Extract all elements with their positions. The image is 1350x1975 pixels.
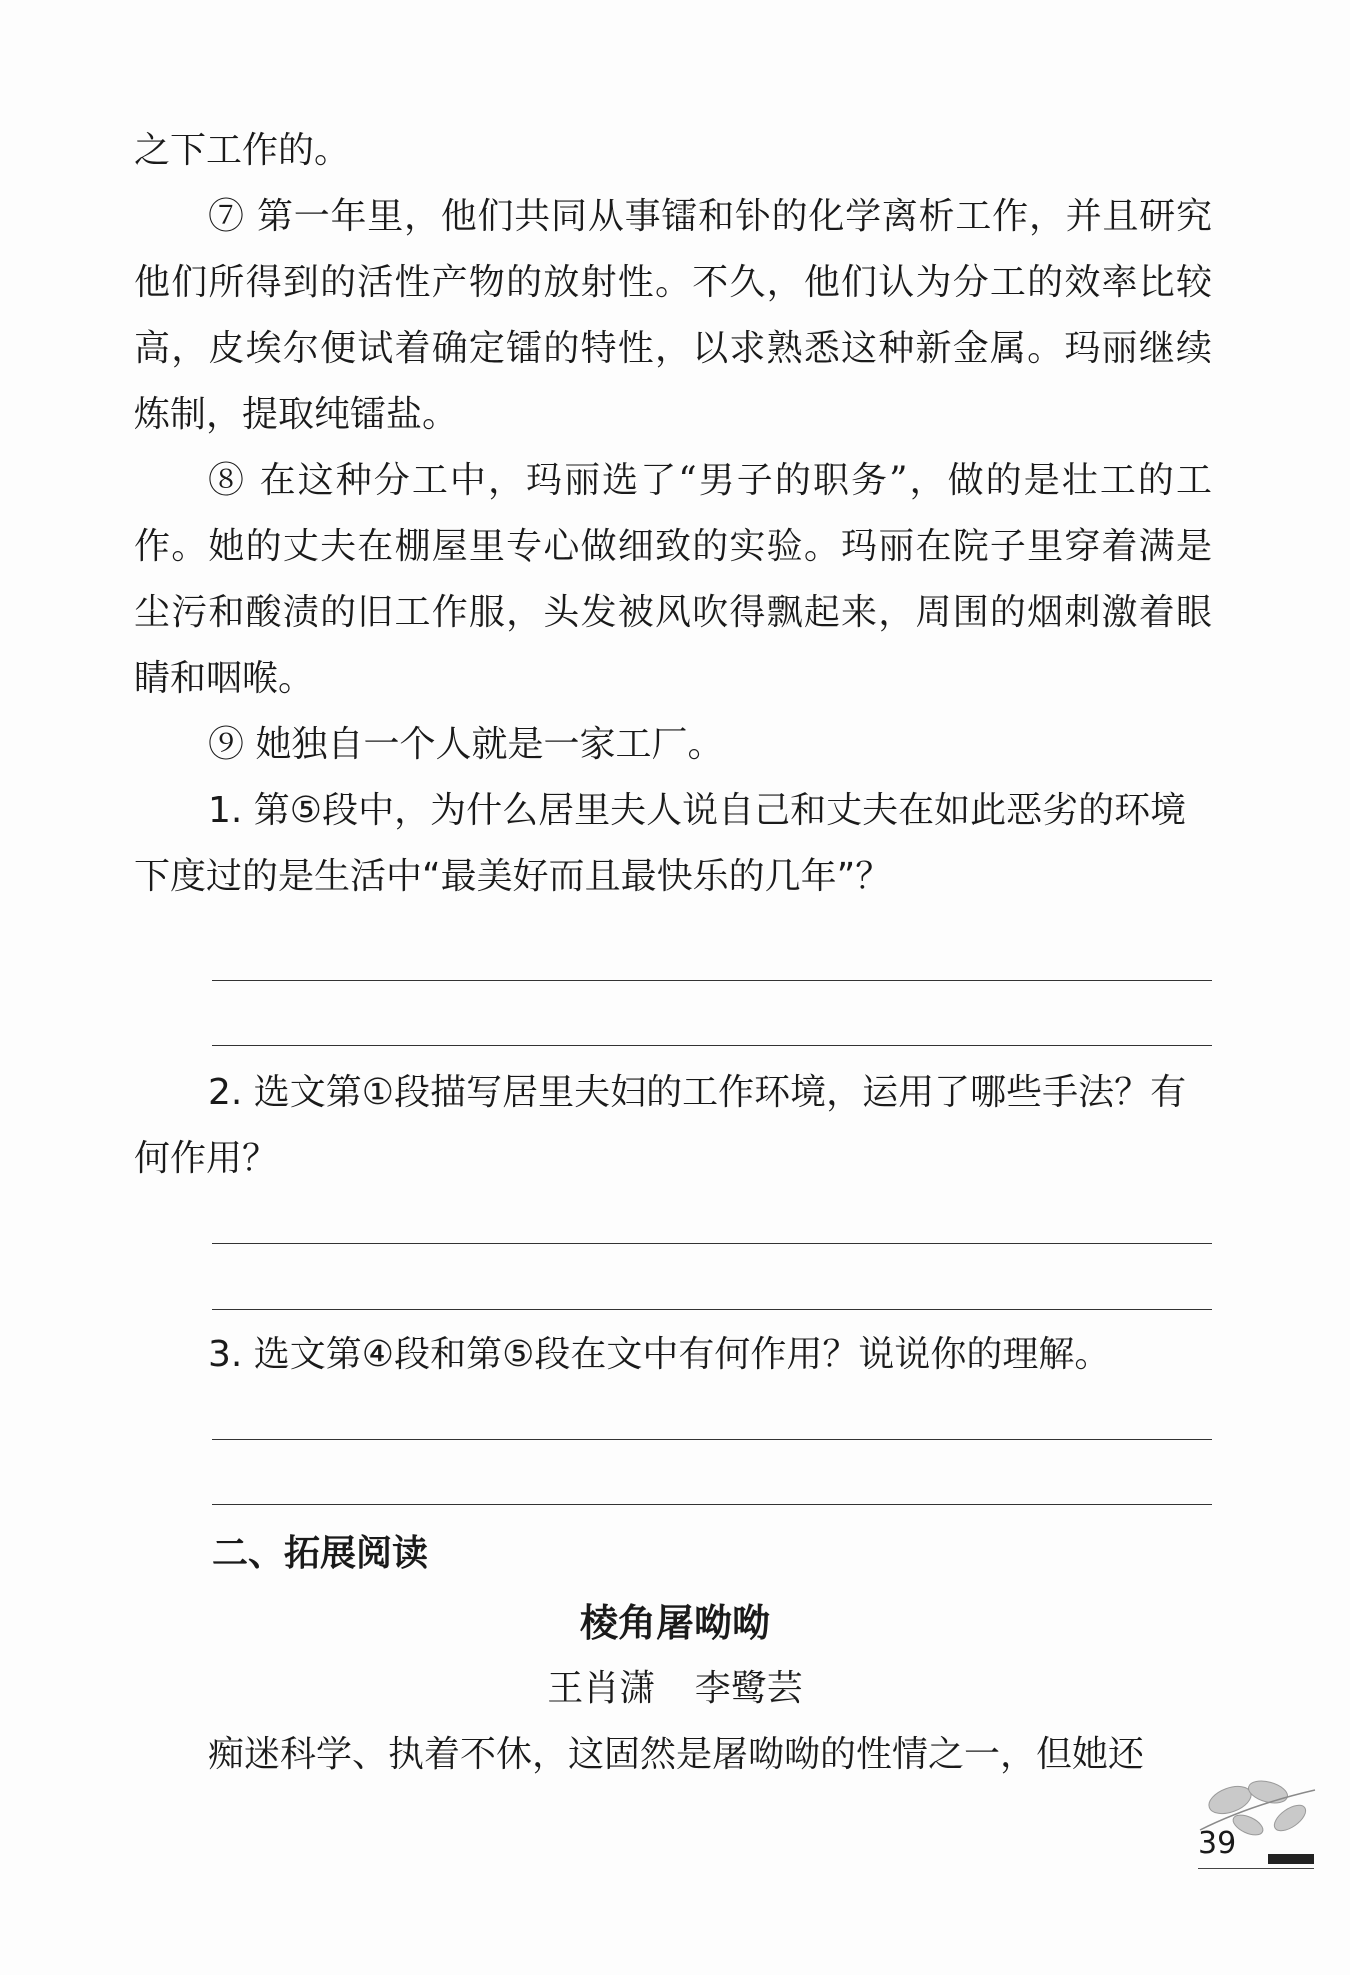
article-first-line: 痴迷科学、执着不休，这固然是屠呦呦的性情之一，但她还	[208, 1734, 1145, 1775]
article-title: 棱角屠呦呦	[579, 1601, 770, 1645]
article-authors: 王肖潇 李鹭芸	[547, 1668, 803, 1709]
answer-line[interactable]	[212, 1309, 1212, 1310]
section-title: 二、拓展阅读	[212, 1533, 429, 1574]
answer-line[interactable]	[212, 1439, 1212, 1440]
question-1: 1. 第⑤段中，为什么居里夫人说自己和丈夫在如此恶劣的环境下度过的是生活中“最美好而且最快乐的几年”？	[134, 790, 1187, 897]
question-3: 3. 选文第④段和第⑤段在文中有何作用？说说你的理解。	[208, 1334, 1111, 1375]
answer-line[interactable]	[212, 1045, 1212, 1046]
paragraph-intro: 之下工作的。	[134, 130, 351, 171]
question-2: 2. 选文第①段描写居里夫妇的工作环境，运用了哪些手法？有何作用？	[134, 1072, 1187, 1179]
answer-line[interactable]	[212, 1243, 1212, 1244]
answer-line[interactable]	[212, 980, 1212, 981]
answer-line[interactable]	[212, 1504, 1212, 1505]
paragraph-8: ⑧ 在这种分工中，玛丽选了“男子的职务”，做的是壮工的工作。她的丈夫在棚屋里专心做细致的实验。玛丽在院子里穿着满是尘污和酸渍的旧工作服，头发被风吹得飘起来，周围的烟刺激着眼睛和咽喉。	[134, 460, 1212, 699]
paragraph-9: ⑨ 她独自一个人就是一家工厂。	[208, 724, 724, 765]
page-number: 39	[1198, 1826, 1237, 1861]
paragraph-7: ⑦ 第一年里，他们共同从事镭和钋的化学离析工作，并且研究他们所得到的活性产物的放射性。不久，他们认为分工的效率比较高，皮埃尔便试着确定镭的特性，以求熟悉这种新金属。玛丽继续炼制，提取纯镭盐。	[134, 196, 1212, 435]
page-number-bar	[1268, 1854, 1314, 1864]
page-number-rule	[1198, 1868, 1314, 1869]
